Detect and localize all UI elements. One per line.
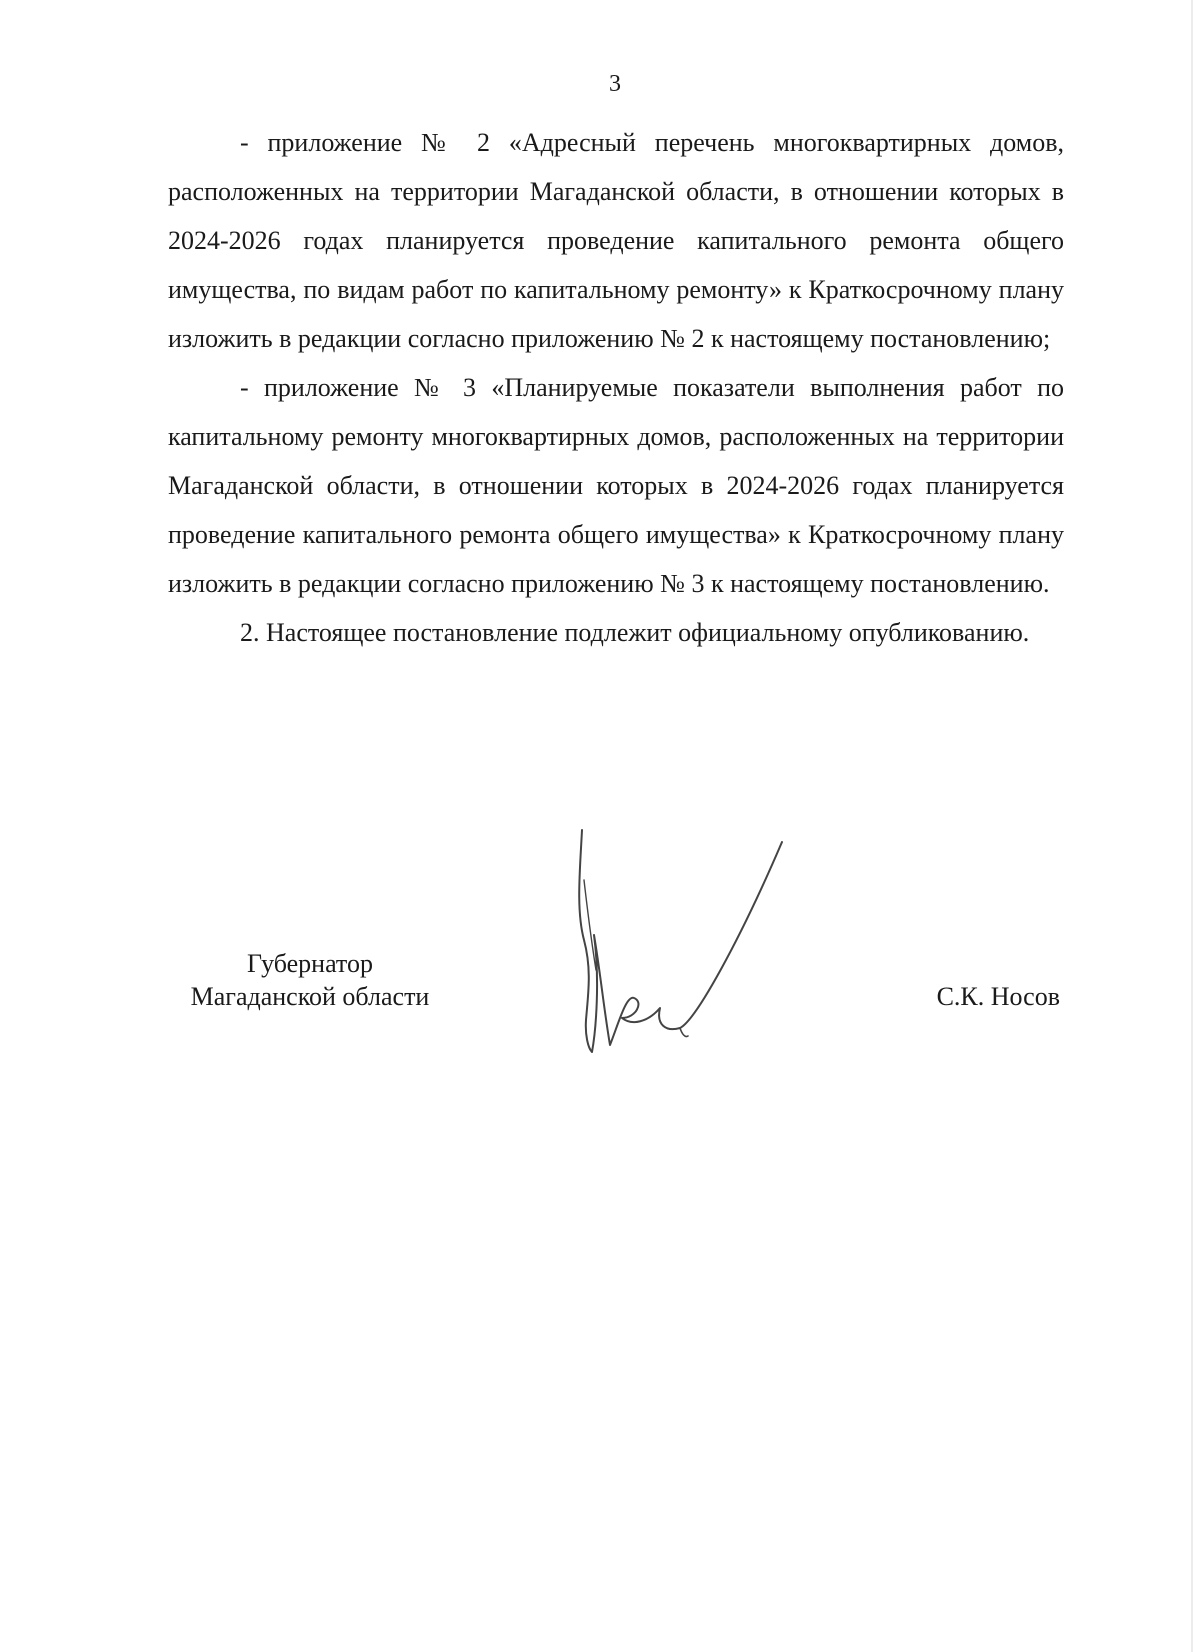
- signer-position: [170, 947, 450, 1013]
- signer-position-line2: Магаданской области: [190, 982, 430, 1011]
- handwritten-signature: [570, 820, 830, 1060]
- signer-name: С.К. Носов: [936, 982, 1060, 1011]
- signer-position-line1: Губернатор: [247, 949, 373, 978]
- scan-edge-line: [1191, 0, 1193, 1652]
- paragraph-appendix-3: - приложение № 3 «Планируемые показатели выполнения работ по капитальному ремонту многоквартирных домов, расположенных на территории Магаданской области, в отношении которых в 2024-2026 годах планируется проведение капитального ремонта общего имущества» к Краткосрочному плану изложить в редакции согласно приложению № 3 к настоящему постановлению.: [168, 373, 1064, 598]
- document-body: [168, 118, 1064, 657]
- paragraph-publication: 2. Настоящее постановление подлежит официальному опубликованию.: [240, 618, 1030, 647]
- paragraph-appendix-2: - приложение № 2 «Адресный перечень многоквартирных домов, расположенных на территории Магаданской области, в отношении которых в 2024-2026 годах планируется проведение капитального ремонта общего имущества, по видам работ по капитальному ремонту» к Краткосрочному плану изложить в редакции согласно приложению № 2 к настоящему постановлению;: [168, 128, 1064, 353]
- page-number: 3: [609, 71, 621, 97]
